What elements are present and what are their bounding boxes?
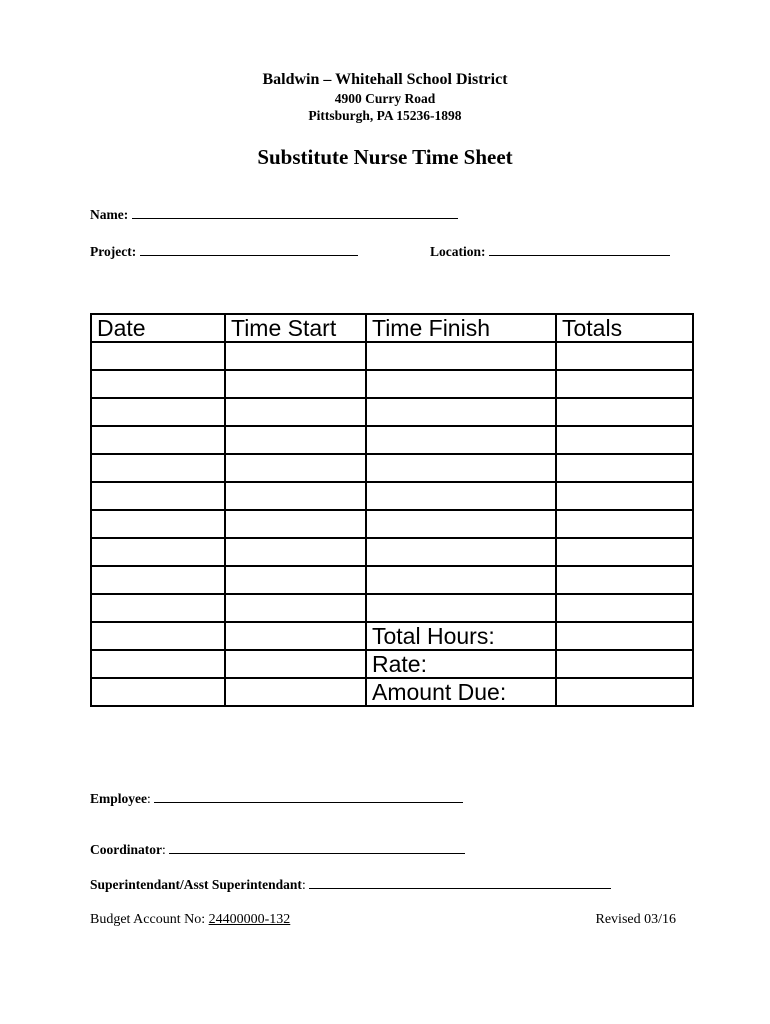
employee-signature-line[interactable] (154, 790, 463, 803)
date-cell[interactable] (91, 538, 225, 566)
time-start-cell[interactable] (225, 622, 366, 650)
name-line[interactable] (132, 206, 458, 219)
table-row[interactable] (91, 482, 693, 510)
name-label: Name: (90, 207, 129, 222)
employee-label: Employee (90, 791, 147, 806)
total-hours-label: Total Hours: (366, 622, 556, 650)
time-start-cell[interactable] (225, 342, 366, 370)
totals-cell[interactable] (556, 342, 693, 370)
date-cell[interactable] (91, 622, 225, 650)
time-start-cell[interactable] (225, 426, 366, 454)
rate-label: Rate: (366, 650, 556, 678)
revision-date: Revised 03/16 (595, 912, 676, 927)
date-cell[interactable] (91, 342, 225, 370)
time-start-cell[interactable] (225, 538, 366, 566)
totals-cell[interactable] (556, 426, 693, 454)
date-cell[interactable] (91, 454, 225, 482)
time-finish-cell[interactable] (366, 566, 556, 594)
totals-cell[interactable] (556, 370, 693, 398)
location-line[interactable] (489, 243, 670, 256)
totals-cell[interactable] (556, 566, 693, 594)
header-time-finish: Time Finish (366, 314, 556, 342)
time-start-cell[interactable] (225, 650, 366, 678)
date-cell[interactable] (91, 398, 225, 426)
budget-label: Budget Account No: (90, 912, 206, 927)
amount-due-label: Amount Due: (366, 678, 556, 706)
date-cell[interactable] (91, 426, 225, 454)
time-finish-cell[interactable] (366, 538, 556, 566)
table-row[interactable] (91, 370, 693, 398)
totals-cell[interactable] (556, 538, 693, 566)
totals-cell[interactable] (556, 398, 693, 426)
date-cell[interactable] (91, 650, 225, 678)
time-start-cell[interactable] (225, 510, 366, 538)
time-finish-cell[interactable] (366, 482, 556, 510)
time-finish-cell[interactable] (366, 454, 556, 482)
time-finish-cell[interactable] (366, 510, 556, 538)
table-header-row (91, 314, 693, 342)
date-cell[interactable] (91, 566, 225, 594)
time-start-cell[interactable] (225, 594, 366, 622)
time-finish-cell[interactable] (366, 342, 556, 370)
time-start-cell[interactable] (225, 454, 366, 482)
total-hours-cell[interactable] (556, 622, 693, 650)
table-row[interactable] (91, 594, 693, 622)
table-row[interactable] (91, 398, 693, 426)
amount-due-cell[interactable] (556, 678, 693, 706)
district-street: 4900 Curry Road (334, 91, 436, 106)
budget-value: 24400000-132 (208, 912, 291, 927)
totals-cell[interactable] (556, 594, 693, 622)
totals-cell[interactable] (556, 454, 693, 482)
table-row[interactable] (91, 566, 693, 594)
time-finish-cell[interactable] (366, 426, 556, 454)
coordinator-signature-line[interactable] (169, 841, 465, 854)
summary-row[interactable] (91, 650, 693, 678)
superintendent-signature-field[interactable]: Superintendant/Asst Superintendant: (90, 876, 611, 893)
time-finish-cell[interactable] (366, 398, 556, 426)
header-totals: Totals (556, 314, 693, 342)
coordinator-signature-field[interactable]: Coordinator: (90, 841, 465, 858)
time-start-cell[interactable] (225, 678, 366, 706)
header-date: Date (91, 314, 225, 342)
totals-cell[interactable] (556, 482, 693, 510)
time-start-cell[interactable] (225, 566, 366, 594)
superintendent-signature-line[interactable] (309, 876, 611, 889)
rate-cell[interactable] (556, 650, 693, 678)
table-row[interactable] (91, 538, 693, 566)
table-row[interactable] (91, 342, 693, 370)
date-cell[interactable] (91, 370, 225, 398)
header-time-start: Time Start (225, 314, 366, 342)
coordinator-label: Coordinator (90, 842, 162, 857)
budget-account (90, 912, 290, 928)
time-start-cell[interactable] (225, 370, 366, 398)
project-label: Project: (90, 244, 137, 259)
date-cell[interactable] (91, 678, 225, 706)
employee-signature-field[interactable]: Employee: (90, 790, 463, 807)
time-sheet-table (90, 313, 694, 707)
date-cell[interactable] (91, 594, 225, 622)
district-name: Baldwin – Whitehall School District (262, 71, 508, 88)
table-row[interactable] (91, 426, 693, 454)
totals-cell[interactable] (556, 510, 693, 538)
location-field[interactable] (430, 243, 670, 260)
district-city: Pittsburgh, PA 15236-1898 (308, 108, 462, 123)
district-header (0, 70, 770, 124)
location-label: Location: (430, 244, 486, 259)
table-row[interactable] (91, 510, 693, 538)
name-field[interactable] (90, 206, 458, 223)
date-cell[interactable] (91, 510, 225, 538)
table-row[interactable] (91, 454, 693, 482)
project-line[interactable] (140, 243, 358, 256)
document-title: Substitute Nurse Time Sheet (257, 145, 513, 169)
time-finish-cell[interactable] (366, 594, 556, 622)
summary-row[interactable] (91, 622, 693, 650)
time-finish-cell[interactable] (366, 370, 556, 398)
superintendent-label: Superintendant/Asst Superintendant (90, 877, 302, 892)
date-cell[interactable] (91, 482, 225, 510)
project-field[interactable] (90, 243, 358, 260)
time-start-cell[interactable] (225, 482, 366, 510)
summary-row[interactable] (91, 678, 693, 706)
time-start-cell[interactable] (225, 398, 366, 426)
